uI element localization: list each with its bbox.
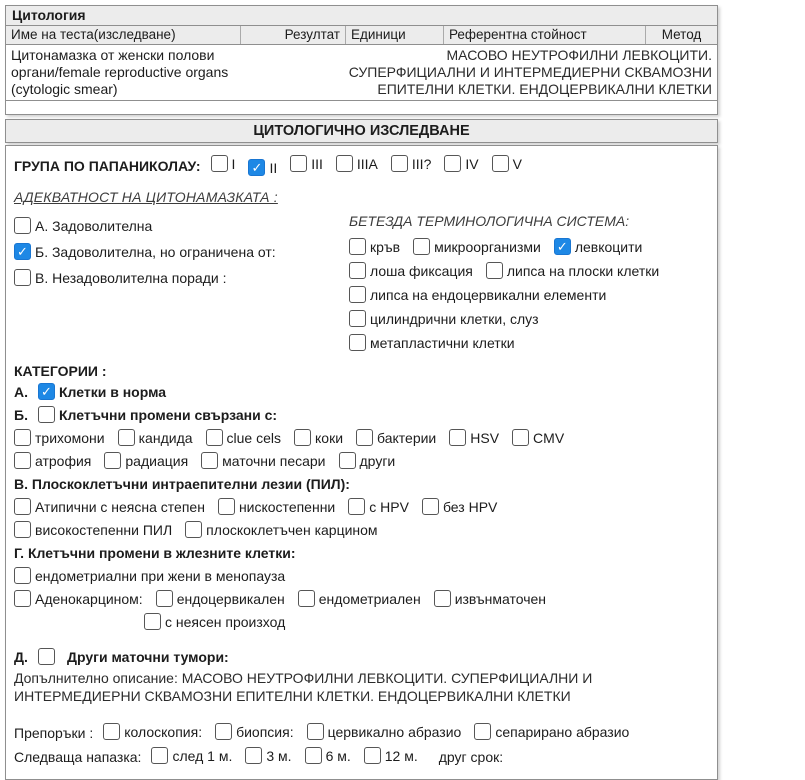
bethesda-row <box>349 284 707 305</box>
bethesda-panel <box>349 213 707 356</box>
checkbox[interactable] <box>391 155 408 172</box>
checkbox[interactable] <box>201 452 218 469</box>
bethesda-title: БЕТЕЗДА ТЕРМИНОЛОГИЧНА СИСТЕМА: <box>349 213 630 230</box>
recommendations-label: Препоръки : <box>14 725 94 742</box>
checkbox-label: IV <box>465 155 479 172</box>
category-g-options-2 <box>14 588 707 609</box>
checkbox-option[interactable] <box>156 590 285 607</box>
checkbox[interactable] <box>298 590 315 607</box>
table-title: Цитология <box>6 6 717 26</box>
checkbox-label: Атипични с неясна степен <box>35 498 205 515</box>
checkbox-label: clue cels <box>226 429 281 446</box>
checkbox[interactable] <box>215 723 232 740</box>
checkbox-label: нискостепенни <box>238 498 336 515</box>
results-table <box>5 5 718 115</box>
checkbox-label: бактерии <box>377 429 437 446</box>
category-g-options-1 <box>14 565 707 586</box>
checkbox[interactable] <box>206 429 223 446</box>
checkbox[interactable] <box>305 747 322 764</box>
checkbox-option[interactable] <box>512 429 564 446</box>
checkbox-option[interactable] <box>356 429 436 446</box>
checkbox[interactable] <box>14 567 31 584</box>
checkbox-option[interactable] <box>307 723 462 740</box>
checkbox[interactable] <box>336 155 353 172</box>
checkbox-option[interactable] <box>151 747 232 764</box>
checkbox[interactable] <box>444 155 461 172</box>
checkbox-option[interactable] <box>14 567 285 584</box>
next-smear-row <box>14 747 707 768</box>
checkbox-label: 12 м. <box>384 747 418 764</box>
category-g-title: Г. Клетъчни промени в жлезните клетки: <box>14 544 296 561</box>
checkbox-label: левкоцити <box>574 238 643 255</box>
checkbox-label: Б. Задоволителна, но ограничена от: <box>35 243 276 260</box>
category-v-options-1 <box>14 496 707 517</box>
checkbox-label: 6 м. <box>325 747 351 764</box>
checkbox[interactable] <box>14 521 31 538</box>
checkbox[interactable] <box>422 498 439 515</box>
pap-group-row <box>14 155 707 176</box>
checkbox-option[interactable] <box>413 238 541 255</box>
checkbox[interactable] <box>38 648 55 665</box>
checkbox-option[interactable] <box>364 747 418 764</box>
checkbox-option[interactable] <box>290 155 323 172</box>
checkbox-label: CMV <box>533 429 565 446</box>
categories-title: КАТЕГОРИИ : <box>14 363 107 380</box>
checkbox-option[interactable] <box>14 498 205 515</box>
checkbox-option[interactable] <box>14 590 143 607</box>
checkbox-label: цилиндрични клетки, слуз <box>370 310 539 327</box>
additional-description: Допълнително описание: МАСОВО НЕУТРОФИЛНИ ЛЕВКОЦИТИ. СУПЕРФИЦИАЛНИ И ИНТЕРМЕДИЕРНИ СКВАМОЗНИ ЕПИТЕЛНИ КЛЕТКИ. ЕНДОЦЕРВИКАЛНИ КЛЕТКИ <box>14 670 593 705</box>
adequacy-options <box>14 213 349 356</box>
pap-group-label: ГРУПА ПО ПАПАНИКОЛАУ: <box>14 157 201 174</box>
category-d-prefix: Д. <box>14 648 28 665</box>
checkbox[interactable] <box>185 521 202 538</box>
checkbox-option[interactable] <box>14 217 349 234</box>
checkbox-option[interactable] <box>349 310 539 327</box>
checkbox-label: извънматочен <box>454 590 547 607</box>
checkbox[interactable] <box>290 155 307 172</box>
checkbox[interactable] <box>339 452 356 469</box>
checkbox-option[interactable] <box>294 429 343 446</box>
checkbox-label: колоскопия: <box>124 723 203 740</box>
category-a-prefix: А. <box>14 383 28 400</box>
test-result-cell: МАСОВО НЕУТРОФИЛНИ ЛЕВКОЦИТИ. СУПЕРФИЦИАЛНИ И ИНТЕРМЕДИЕРНИ СКВАМОЗНИ ЕПИТЕЛНИ КЛЕТКИ. ЕНДОЦЕРВИКАЛНИ КЛЕТКИ <box>348 47 712 98</box>
checkbox[interactable] <box>349 262 366 279</box>
category-b-options-1 <box>14 427 707 448</box>
checkbox-option[interactable] <box>14 269 349 286</box>
checkbox-checked[interactable] <box>248 159 265 176</box>
checkbox[interactable] <box>349 286 366 303</box>
category-b-label: Клетъчни промени свързани с: <box>59 406 278 423</box>
next-smear-label: Следваща напазка: <box>14 749 142 766</box>
checkbox[interactable] <box>14 590 31 607</box>
checkbox[interactable] <box>103 723 120 740</box>
checkbox-option[interactable] <box>349 334 515 351</box>
checkbox-option[interactable] <box>104 452 188 469</box>
checkbox[interactable] <box>486 262 503 279</box>
checkbox-option[interactable] <box>201 452 325 469</box>
checkbox[interactable] <box>14 269 31 286</box>
checkbox[interactable] <box>492 155 509 172</box>
category-d-label: Други маточни тумори: <box>67 648 229 665</box>
column-method: Метод <box>661 27 702 42</box>
checkbox-option[interactable] <box>348 498 409 515</box>
checkbox[interactable] <box>14 217 31 234</box>
checkbox-option[interactable] <box>349 286 606 303</box>
checkbox-label: високостепенни ПИЛ <box>35 521 173 538</box>
checkbox[interactable] <box>349 238 366 255</box>
table-row <box>6 45 717 101</box>
checkbox[interactable] <box>307 723 324 740</box>
checkbox-label: I <box>231 155 236 172</box>
checkbox-label: плоскоклетъчен карцином <box>206 521 378 538</box>
checkbox[interactable] <box>413 238 430 255</box>
checkbox-label: А. Задоволителна <box>35 217 153 234</box>
checkbox-option[interactable] <box>474 723 629 740</box>
checkbox[interactable] <box>144 613 161 630</box>
checkbox-option[interactable] <box>206 429 281 446</box>
checkbox-option[interactable] <box>434 590 546 607</box>
cytology-form <box>5 145 718 779</box>
checkbox-option[interactable] <box>391 155 431 172</box>
checkbox-option[interactable] <box>14 243 349 260</box>
checkbox-option[interactable] <box>554 238 643 255</box>
checkbox-option[interactable] <box>298 590 421 607</box>
checkbox-label: ендоцервикален <box>176 590 285 607</box>
checkbox[interactable] <box>356 429 373 446</box>
checkbox-option[interactable] <box>215 723 294 740</box>
bethesda-row <box>349 236 707 257</box>
checkbox-label: атрофия <box>35 452 92 469</box>
checkbox-label: сепарирано абразио <box>495 723 630 740</box>
checkbox-label: ендометриални при жени в менопауза <box>35 567 286 584</box>
checkbox[interactable] <box>349 310 366 327</box>
next-smear-options <box>151 747 430 767</box>
checkbox[interactable] <box>474 723 491 740</box>
checkbox-option[interactable] <box>185 521 377 538</box>
checkbox[interactable] <box>156 590 173 607</box>
category-g-options-3 <box>144 611 707 632</box>
checkbox-option[interactable] <box>14 521 172 538</box>
bethesda-row <box>349 308 707 329</box>
checkbox-label: след 1 м. <box>172 747 233 764</box>
checkbox-label: Аденокарцином: <box>35 590 143 607</box>
checkbox-option[interactable] <box>422 498 497 515</box>
checkbox-label: кръв <box>370 238 401 255</box>
checkbox-label: маточни песари <box>222 452 326 469</box>
checkbox-label: 3 м. <box>266 747 292 764</box>
pap-options <box>211 155 535 176</box>
checkbox-option[interactable] <box>349 262 473 279</box>
checkbox-option[interactable] <box>339 452 396 469</box>
category-a-label: Клетки в норма <box>59 383 167 400</box>
checkbox-label: V <box>512 155 522 172</box>
checkbox[interactable] <box>364 747 381 764</box>
checkbox[interactable] <box>348 498 365 515</box>
checkbox-label: HSV <box>470 429 500 446</box>
checkbox-label: трихомони <box>35 429 105 446</box>
checkbox-option[interactable] <box>103 723 202 740</box>
checkbox-label: с неясен произход <box>165 613 286 630</box>
checkbox-label: без HPV <box>442 498 498 515</box>
checkbox-option[interactable] <box>118 429 193 446</box>
checkbox-label: коки <box>315 429 344 446</box>
checkbox-label: IIIA <box>356 155 378 172</box>
checkbox-checked[interactable] <box>14 243 31 260</box>
checkbox[interactable] <box>211 155 228 172</box>
table-empty-row <box>6 101 717 114</box>
checkbox[interactable] <box>434 590 451 607</box>
checkbox[interactable] <box>245 747 262 764</box>
column-result: Резултат <box>241 26 346 44</box>
checkbox-label: III <box>311 155 323 172</box>
checkbox-option[interactable] <box>144 613 285 630</box>
checkbox-option[interactable] <box>218 498 335 515</box>
category-b-options-2 <box>14 450 707 471</box>
column-reference: Референтна стойност <box>444 26 646 44</box>
category-a-row <box>14 381 707 402</box>
checkbox-label: биопсия: <box>236 723 294 740</box>
column-test-name: Име на теста(изследване) <box>6 26 241 44</box>
category-b-prefix: Б. <box>14 406 28 423</box>
recommendations-options <box>103 723 642 743</box>
checkbox[interactable] <box>118 429 135 446</box>
checkbox-label: II <box>269 159 278 176</box>
checkbox-label: липса на плоски клетки <box>506 262 660 279</box>
checkbox[interactable] <box>104 452 121 469</box>
adequacy-title: АДЕКВАТНОСТ НА ЦИТОНАМАЗКАТА : <box>14 189 278 206</box>
checkbox[interactable] <box>349 334 366 351</box>
checkbox-option[interactable] <box>14 452 91 469</box>
checkbox-label: В. Незадоволителна поради : <box>35 269 227 286</box>
category-b-row <box>14 404 707 425</box>
other-term-label: друг срок: <box>438 749 504 766</box>
checkbox-option[interactable] <box>248 159 277 176</box>
checkbox-label: други <box>359 452 396 469</box>
checkbox-label: метапластични клетки <box>370 334 515 351</box>
checkbox-label: кандида <box>138 429 193 446</box>
test-name-cell: Цитонамазка от женски полови органи/female reproductive organs (cytologic smear) <box>11 47 229 98</box>
category-v-title: В. Плоскоклетъчни интраепителни лезии (ПИЛ): <box>14 475 350 492</box>
adequacy-bethesda-columns <box>14 213 707 356</box>
checkbox-option[interactable] <box>336 155 378 172</box>
checkbox[interactable] <box>449 429 466 446</box>
checkbox[interactable] <box>38 383 55 400</box>
column-units: Единици <box>346 26 444 44</box>
checkbox[interactable] <box>512 429 529 446</box>
recommendations-row <box>14 723 707 744</box>
checkbox-checked[interactable] <box>554 238 571 255</box>
checkbox-label: III? <box>411 155 432 172</box>
checkbox-label: радиация <box>125 452 189 469</box>
checkbox[interactable] <box>294 429 311 446</box>
checkbox[interactable] <box>38 406 55 423</box>
checkbox-option[interactable] <box>349 238 400 255</box>
category-v-options-2 <box>14 519 707 540</box>
category-d-row <box>14 646 707 667</box>
table-header-row <box>6 26 717 45</box>
checkbox-option[interactable] <box>305 747 351 764</box>
bethesda-row <box>349 332 707 353</box>
checkbox-option[interactable] <box>245 747 291 764</box>
checkbox-label: с HPV <box>369 498 409 515</box>
checkbox-option[interactable] <box>449 429 499 446</box>
section-header: ЦИТОЛОГИЧНО ИЗСЛЕДВАНЕ <box>5 119 718 143</box>
bethesda-row <box>349 260 707 281</box>
checkbox-label: лоша фиксация <box>370 262 473 279</box>
checkbox-option[interactable] <box>211 155 236 172</box>
checkbox[interactable] <box>218 498 235 515</box>
checkbox[interactable] <box>14 429 31 446</box>
checkbox-option[interactable] <box>14 429 105 446</box>
checkbox-option[interactable] <box>492 155 522 172</box>
checkbox[interactable] <box>151 747 168 764</box>
checkbox[interactable] <box>14 452 31 469</box>
checkbox-option[interactable] <box>444 155 478 172</box>
checkbox-label: цервикално абразио <box>327 723 462 740</box>
checkbox-label: микроорганизми <box>434 238 541 255</box>
checkbox-label: ендометриален <box>318 590 421 607</box>
checkbox-option[interactable] <box>486 262 659 279</box>
checkbox-label: липса на ендоцервикални елементи <box>370 286 607 303</box>
checkbox[interactable] <box>14 498 31 515</box>
